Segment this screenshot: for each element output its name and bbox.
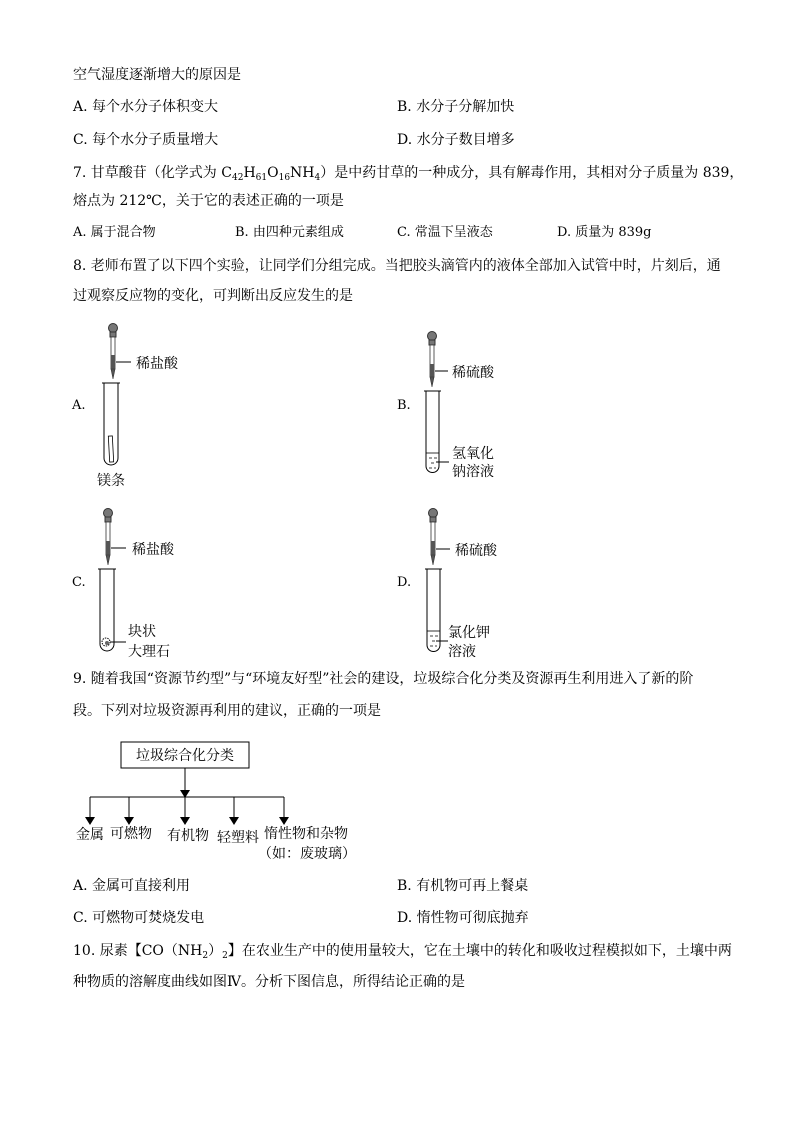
q9-option-d: D. 惰性物可彻底抛弃 bbox=[397, 910, 529, 926]
diagram-node: 有机物 bbox=[167, 828, 209, 844]
diagram-root: 垃圾综合化分类 bbox=[136, 748, 234, 764]
dropper-label: 稀盐酸 bbox=[132, 542, 174, 558]
q9-option-b: B. 有机物可再上餐桌 bbox=[397, 878, 529, 894]
tube-label: 镁条 bbox=[97, 473, 125, 489]
experiment-letter: A. bbox=[72, 398, 86, 413]
q9-option-a: A. 金属可直接利用 bbox=[73, 878, 191, 894]
test-tube-icon bbox=[425, 569, 442, 652]
diagram-node: 轻塑料 bbox=[217, 830, 259, 846]
test-tube-icon bbox=[102, 383, 120, 465]
experiment-a bbox=[71, 324, 179, 490]
dropper-label: 稀硫酸 bbox=[452, 365, 494, 381]
q6-option-d: D. 水分子数目增多 bbox=[397, 132, 515, 148]
garbage-classification-diagram bbox=[76, 742, 356, 862]
tube-label: 氯化钾 bbox=[448, 625, 490, 641]
q6-option-a: A. 每个水分子体积变大 bbox=[73, 99, 219, 115]
experiment-d bbox=[397, 509, 498, 661]
tube-label: 氢氧化 bbox=[452, 446, 494, 462]
q7-option-c: C. 常温下呈液态 bbox=[397, 225, 493, 240]
dropper-icon bbox=[109, 324, 118, 380]
q7-stem-line2: 熔点为 212℃，关于它的表述正确的一项是 bbox=[73, 193, 344, 209]
q10-stem-line1: 10. 尿素【$CO(NH_2)_2$】在农业生产中的使用量较大，它在土壤中的转化和吸收过程模拟如下，土壤中两 bbox=[73, 943, 732, 961]
experiment-letter: C. bbox=[72, 575, 86, 590]
q9-option-c: C. 可燃物可焚烧发电 bbox=[73, 910, 205, 926]
q8-stem-line2: 过观察反应物的变化，可判断出反应发生的是 bbox=[73, 288, 353, 304]
diagram-node: 金属 bbox=[76, 827, 104, 843]
dropper-icon bbox=[428, 332, 437, 388]
dropper-icon bbox=[104, 509, 113, 566]
q6-option-b: B. 水分子分解加快 bbox=[397, 99, 515, 115]
q9-stem-line1: 9. 随着我国“资源节约型”与“环境友好型”社会的建设，垃圾综合化分类及资源再生利用进入了新的阶 bbox=[73, 671, 694, 687]
diagram-node: 可燃物 bbox=[110, 826, 152, 842]
q7-prefix: 7. 甘草酸苷（化学式为 bbox=[73, 165, 222, 181]
q8-stem-line1: 8. 老师布置了以下四个实验，让同学们分组完成。当把胶头滴管内的液体全部加入试管中时，片刻后，通 bbox=[73, 258, 721, 274]
chemical-formula: $C_{42}H_{61}O_{16}NH_4$ bbox=[221, 165, 321, 183]
test-tube-icon bbox=[424, 391, 441, 473]
q7-option-a: A. 属于混合物 bbox=[73, 225, 156, 240]
arrow-icons bbox=[85, 817, 289, 825]
q7-option-d: D. 质量为 839g bbox=[557, 225, 652, 240]
experiment-b bbox=[397, 332, 495, 481]
tube-label: 块状 bbox=[128, 624, 156, 640]
q6-option-c: C. 每个水分子质量增大 bbox=[73, 132, 219, 148]
diagram-note: （如：废玻璃） bbox=[258, 846, 356, 862]
tube-label: 大理石 bbox=[128, 644, 170, 660]
q9-stem-line2: 段。下列对垃圾资源再利用的建议，正确的一项是 bbox=[73, 703, 381, 719]
tube-label: 溶液 bbox=[448, 644, 476, 660]
q10-stem-line2: 种物质的溶解度曲线如图Ⅳ。分析下图信息，所得结论正确的是 bbox=[73, 974, 465, 990]
dropper-icon bbox=[429, 509, 438, 566]
diagram-node: 惰性物和杂物 bbox=[264, 826, 348, 842]
experiment-letter: D. bbox=[397, 575, 412, 590]
q7-suffix: ）是中药甘草的一种成分，具有解毒作用，其相对分子质量为 839， bbox=[320, 165, 744, 181]
test-tube-icon bbox=[98, 569, 116, 651]
q7-option-b: B. 由四种元素组成 bbox=[235, 225, 344, 240]
tube-label: 钠溶液 bbox=[452, 464, 494, 480]
dropper-label: 稀盐酸 bbox=[136, 356, 178, 372]
q6-stem: 空气湿度逐渐增大的原因是 bbox=[73, 67, 241, 83]
experiment-c bbox=[72, 509, 175, 661]
dropper-label: 稀硫酸 bbox=[455, 543, 497, 559]
experiment-letter: B. bbox=[397, 398, 411, 413]
